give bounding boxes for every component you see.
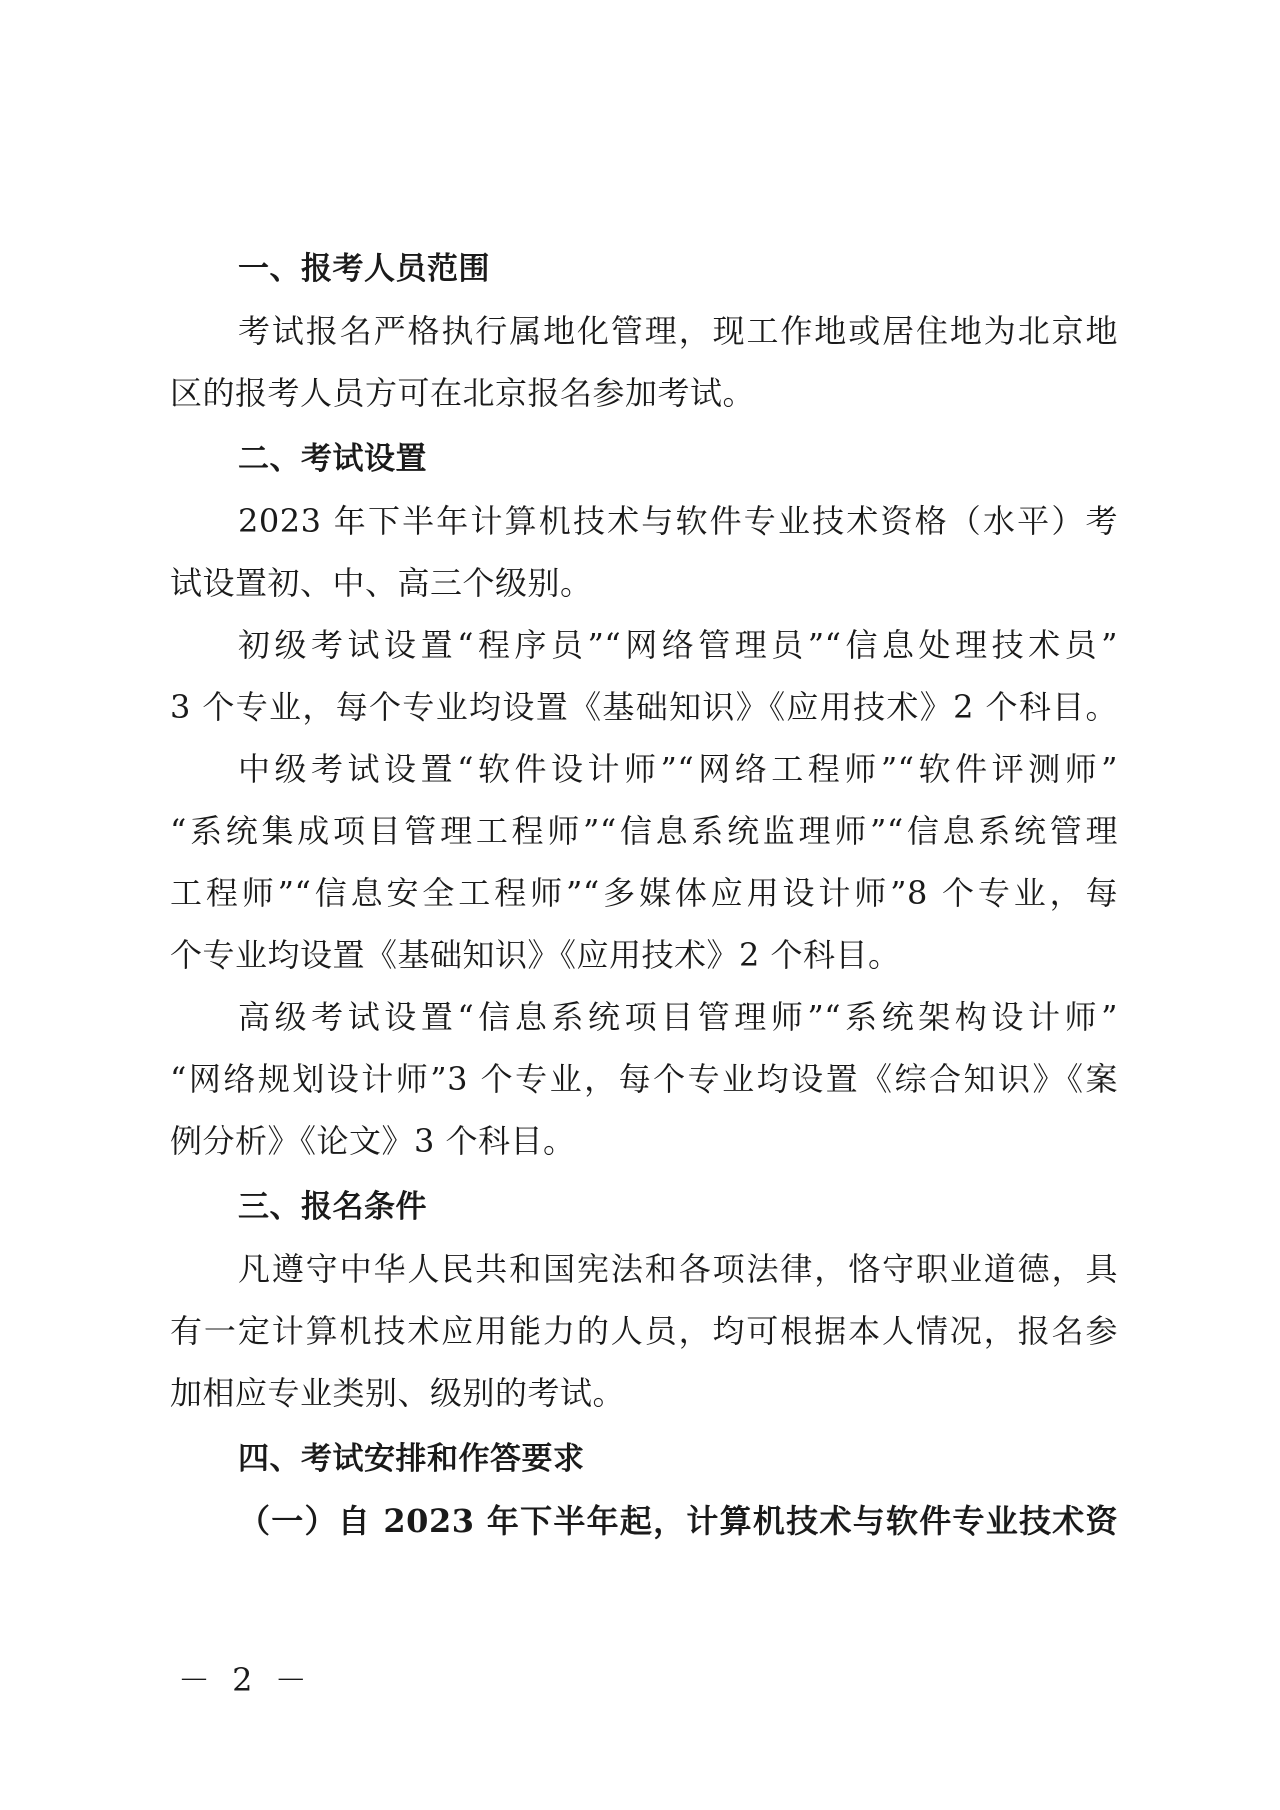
- paragraph-line: “网络规划设计师”3 个专业，每个专业均设置《综合知识》《案: [170, 1060, 1118, 1098]
- paragraph-line: 有一定计算机技术应用能力的人员，均可根据本人情况，报名参: [170, 1312, 1118, 1350]
- paragraph-line: “系统集成项目管理工程师”“信息系统监理师”“信息系统管理: [170, 812, 1118, 850]
- paragraph-line: 3 个专业，每个专业均设置《基础知识》《应用技术》2 个科目。: [170, 688, 1118, 726]
- section-heading-3: 三、报名条件: [238, 1189, 427, 1225]
- paragraph-line: 区的报考人员方可在北京报名参加考试。: [170, 374, 756, 412]
- paragraph-line: 2023 年下半年计算机技术与软件专业技术资格（水平）考: [238, 502, 1118, 540]
- paragraph-line: 高级考试设置“信息系统项目管理师”“系统架构设计师”: [238, 998, 1118, 1036]
- paragraph-line: 个专业均设置《基础知识》《应用技术》2 个科目。: [170, 936, 901, 974]
- document-body: [170, 238, 1118, 1552]
- paragraph-line: 考试报名严格执行属地化管理，现工作地或居住地为北京地: [238, 312, 1118, 350]
- paragraph-line: 例分析》《论文》3 个科目。: [170, 1122, 576, 1160]
- paragraph-line: 工程师”“信息安全工程师”“多媒体应用设计师”8 个专业，每: [170, 874, 1118, 912]
- section-heading-2: 二、考试设置: [238, 441, 427, 477]
- section-heading-4: 四、考试安排和作答要求: [238, 1441, 585, 1477]
- subsection-heading-1: （一）自 2023 年下半年起，计算机技术与软件专业技术资: [238, 1502, 1118, 1540]
- paragraph-line: 加相应专业类别、级别的考试。: [170, 1374, 626, 1412]
- paragraph-line: 凡遵守中华人民共和国宪法和各项法律，恪守职业道德，具: [238, 1250, 1118, 1288]
- paragraph-line: 中级考试设置“软件设计师”“网络工程师”“软件评测师”: [238, 750, 1118, 788]
- section-heading-1: 一、报考人员范围: [238, 251, 490, 287]
- paragraph-line: 初级考试设置“程序员”“网络管理员”“信息处理技术员”: [238, 626, 1118, 664]
- page-number: － 2 －: [178, 1661, 313, 1699]
- paragraph-line: 试设置初、中、高三个级别。: [170, 564, 593, 602]
